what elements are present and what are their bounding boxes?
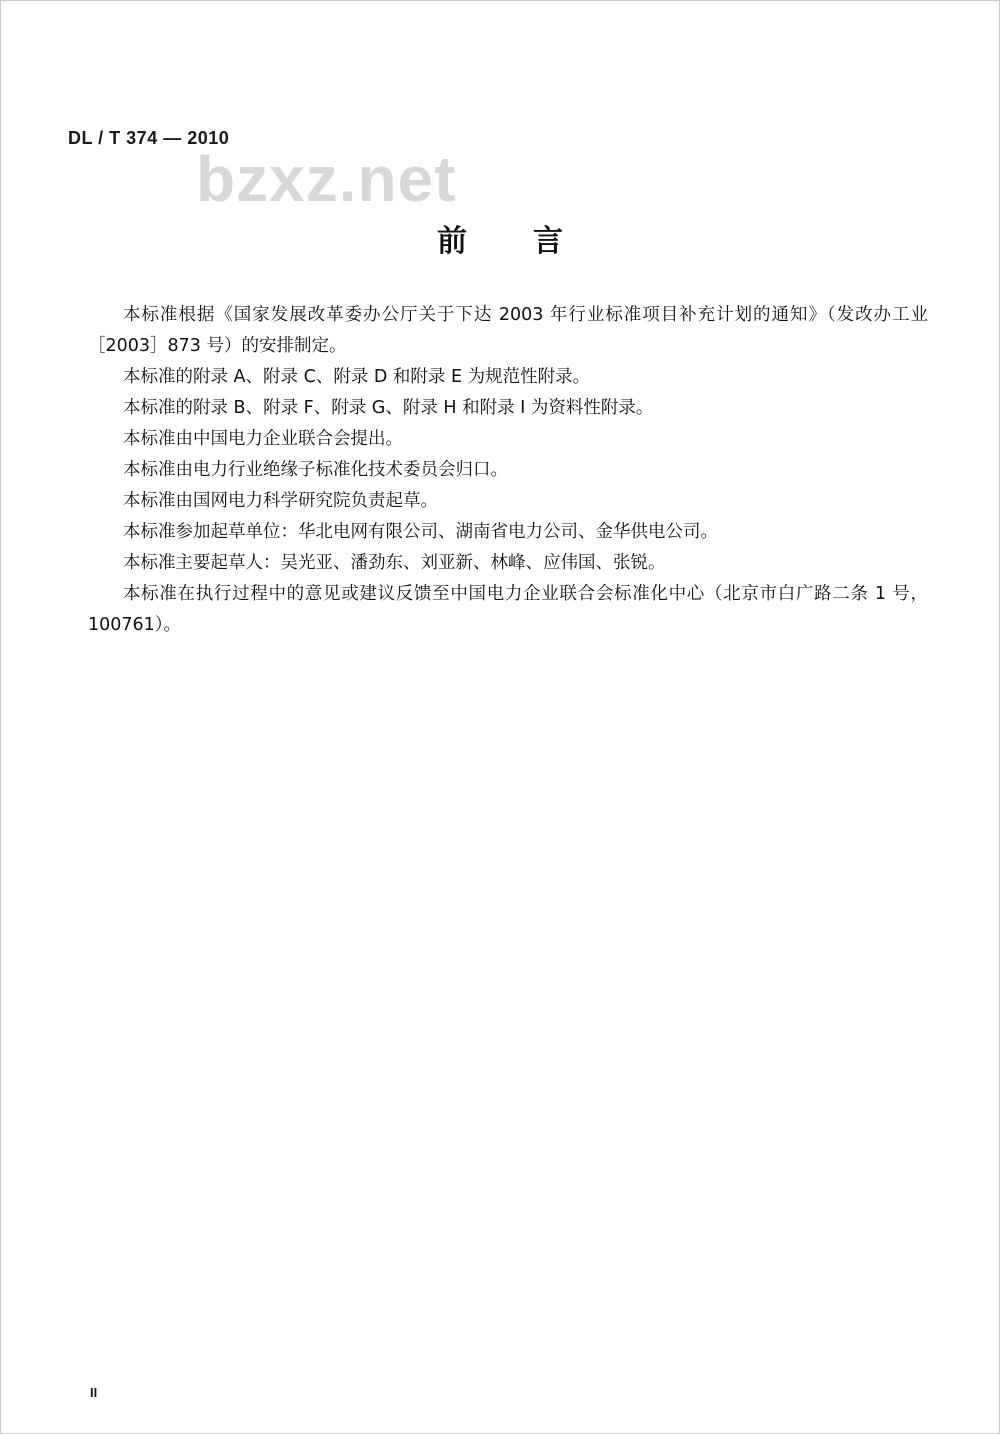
page-number: II: [90, 1385, 98, 1400]
watermark-text: bzxz.net: [196, 143, 457, 215]
foreword-body: [88, 300, 928, 641]
paragraph: 本标准由中国电力企业联合会提出。: [123, 429, 403, 449]
paragraph: 本标准的附录 B、附录 F、附录 G、附录 H 和附录 I 为资料性附录。: [123, 398, 654, 418]
paragraph: 本标准在执行过程中的意见或建议反馈至中国电力企业联合会标准化中心（北京市白广路二条 1 号，100761）。: [88, 584, 928, 635]
paragraph: 本标准由电力行业绝缘子标准化技术委员会归口。: [123, 460, 508, 480]
paragraph: 本标准的附录 A、附录 C、附录 D 和附录 E 为规范性附录。: [123, 367, 591, 387]
paragraph: 本标准主要起草人：吴光亚、潘劲东、刘亚新、林峰、应伟国、张锐。: [123, 553, 666, 573]
paragraph: 本标准根据《国家发展改革委办公厅关于下达 2003 年行业标准项目补充计划的通知》（发改办工业［2003］873 号）的安排制定。: [88, 305, 928, 356]
standard-code-header: DL / T 374 — 2010: [68, 128, 230, 148]
paragraph: 本标准参加起草单位：华北电网有限公司、湖南省电力公司、金华供电公司。: [123, 522, 718, 542]
paragraph: 本标准由国网电力科学研究院负责起草。: [123, 491, 438, 511]
page-title: 前 言: [437, 224, 581, 259]
